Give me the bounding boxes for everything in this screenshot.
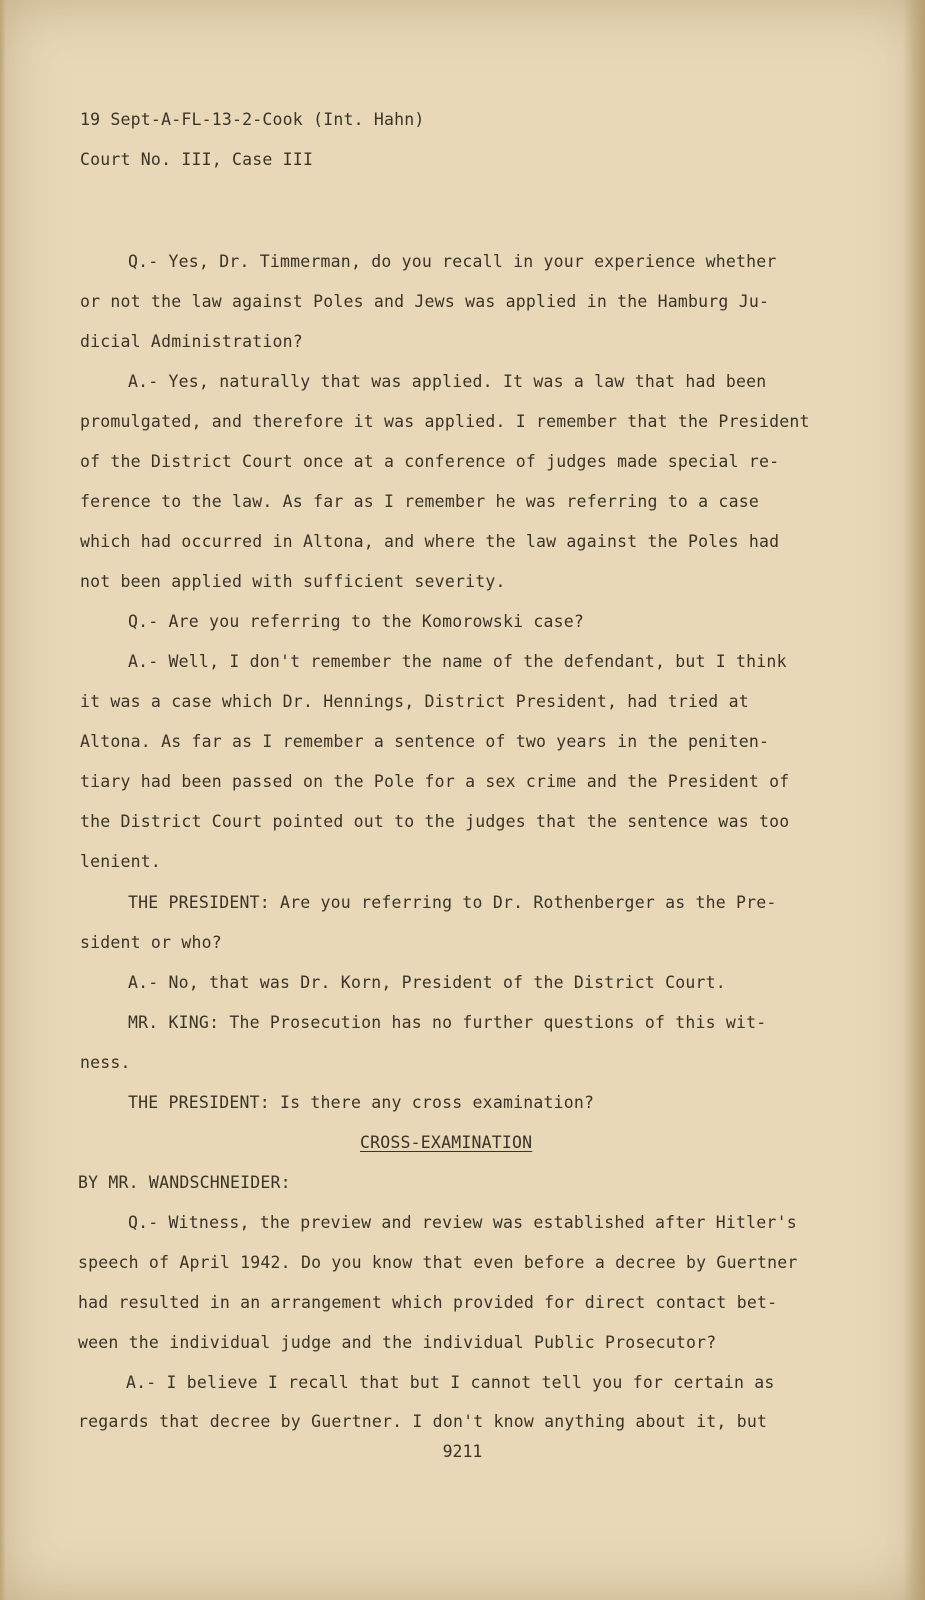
text-line-19: A.- No, that was Dr. Korn, President of the District Court. bbox=[128, 973, 726, 992]
section-heading: CROSS-EXAMINATION bbox=[360, 1133, 533, 1152]
text-line-12: it was a case which Dr. Hennings, District President, had tried at bbox=[80, 692, 749, 711]
text-line-25: Q.- Witness, the preview and review was established after Hitler's bbox=[128, 1213, 797, 1232]
text-line-18: sident or who? bbox=[80, 933, 222, 952]
text-line-14: tiary had been passed on the Pole for a sex crime and the President of bbox=[80, 772, 790, 791]
text-line-11: A.- Well, I don't remember the name of the defendant, but I think bbox=[128, 652, 787, 671]
text-line-22: THE PRESIDENT: Is there any cross examination? bbox=[128, 1093, 595, 1112]
text-line-20: MR. KING: The Prosecution has no further questions of this wit- bbox=[128, 1013, 767, 1032]
text-line-9: not been applied with sufficient severity. bbox=[80, 572, 506, 591]
text-line-17: THE PRESIDENT: Are you referring to Dr. Rothenberger as the Pre- bbox=[128, 893, 777, 912]
header-court: Court No. III, Case III bbox=[80, 150, 314, 169]
text-line-15: the District Court pointed out to the judges that the sentence was too bbox=[80, 812, 790, 831]
text-line-2: or not the law against Poles and Jews was applied in the Hamburg Ju- bbox=[80, 292, 770, 311]
text-line-24: BY MR. WANDSCHNEIDER: bbox=[78, 1173, 291, 1192]
page-number: 9211 bbox=[442, 1442, 483, 1461]
text-line-28: ween the individual judge and the individual Public Prosecutor? bbox=[78, 1333, 717, 1352]
text-line-21: ness. bbox=[80, 1053, 131, 1072]
text-line-8: which had occurred in Altona, and where the law against the Poles had bbox=[80, 532, 780, 551]
text-line-7: ference to the law. As far as I remember he was referring to a case bbox=[80, 492, 759, 511]
text-line-26: speech of April 1942. Do you know that even before a decree by Guertner bbox=[78, 1253, 798, 1272]
text-line-29: A.- I believe I recall that but I cannot tell you for certain as bbox=[126, 1373, 775, 1392]
header-reference: 19 Sept-A-FL-13-2-Cook (Int. Hahn) bbox=[80, 110, 425, 129]
text-line-3: dicial Administration? bbox=[80, 332, 303, 351]
text-line-6: of the District Court once at a conference of judges made special re- bbox=[80, 452, 780, 471]
text-line-16: lenient. bbox=[80, 852, 162, 871]
text-line-10: Q.- Are you referring to the Komorowski case? bbox=[128, 612, 585, 631]
text-line-5: promulgated, and therefore it was applied. I remember that the President bbox=[80, 412, 810, 431]
text-line-30: regards that decree by Guertner. I don't know anything about it, but bbox=[78, 1412, 768, 1431]
text-line-27: had resulted in an arrangement which provided for direct contact bet- bbox=[78, 1293, 778, 1312]
text-line-1: Q.- Yes, Dr. Timmerman, do you recall in your experience whether bbox=[128, 252, 777, 271]
text-line-4: A.- Yes, naturally that was applied. It was a law that had been bbox=[128, 372, 767, 391]
text-line-13: Altona. As far as I remember a sentence of two years in the peniten- bbox=[80, 732, 770, 751]
